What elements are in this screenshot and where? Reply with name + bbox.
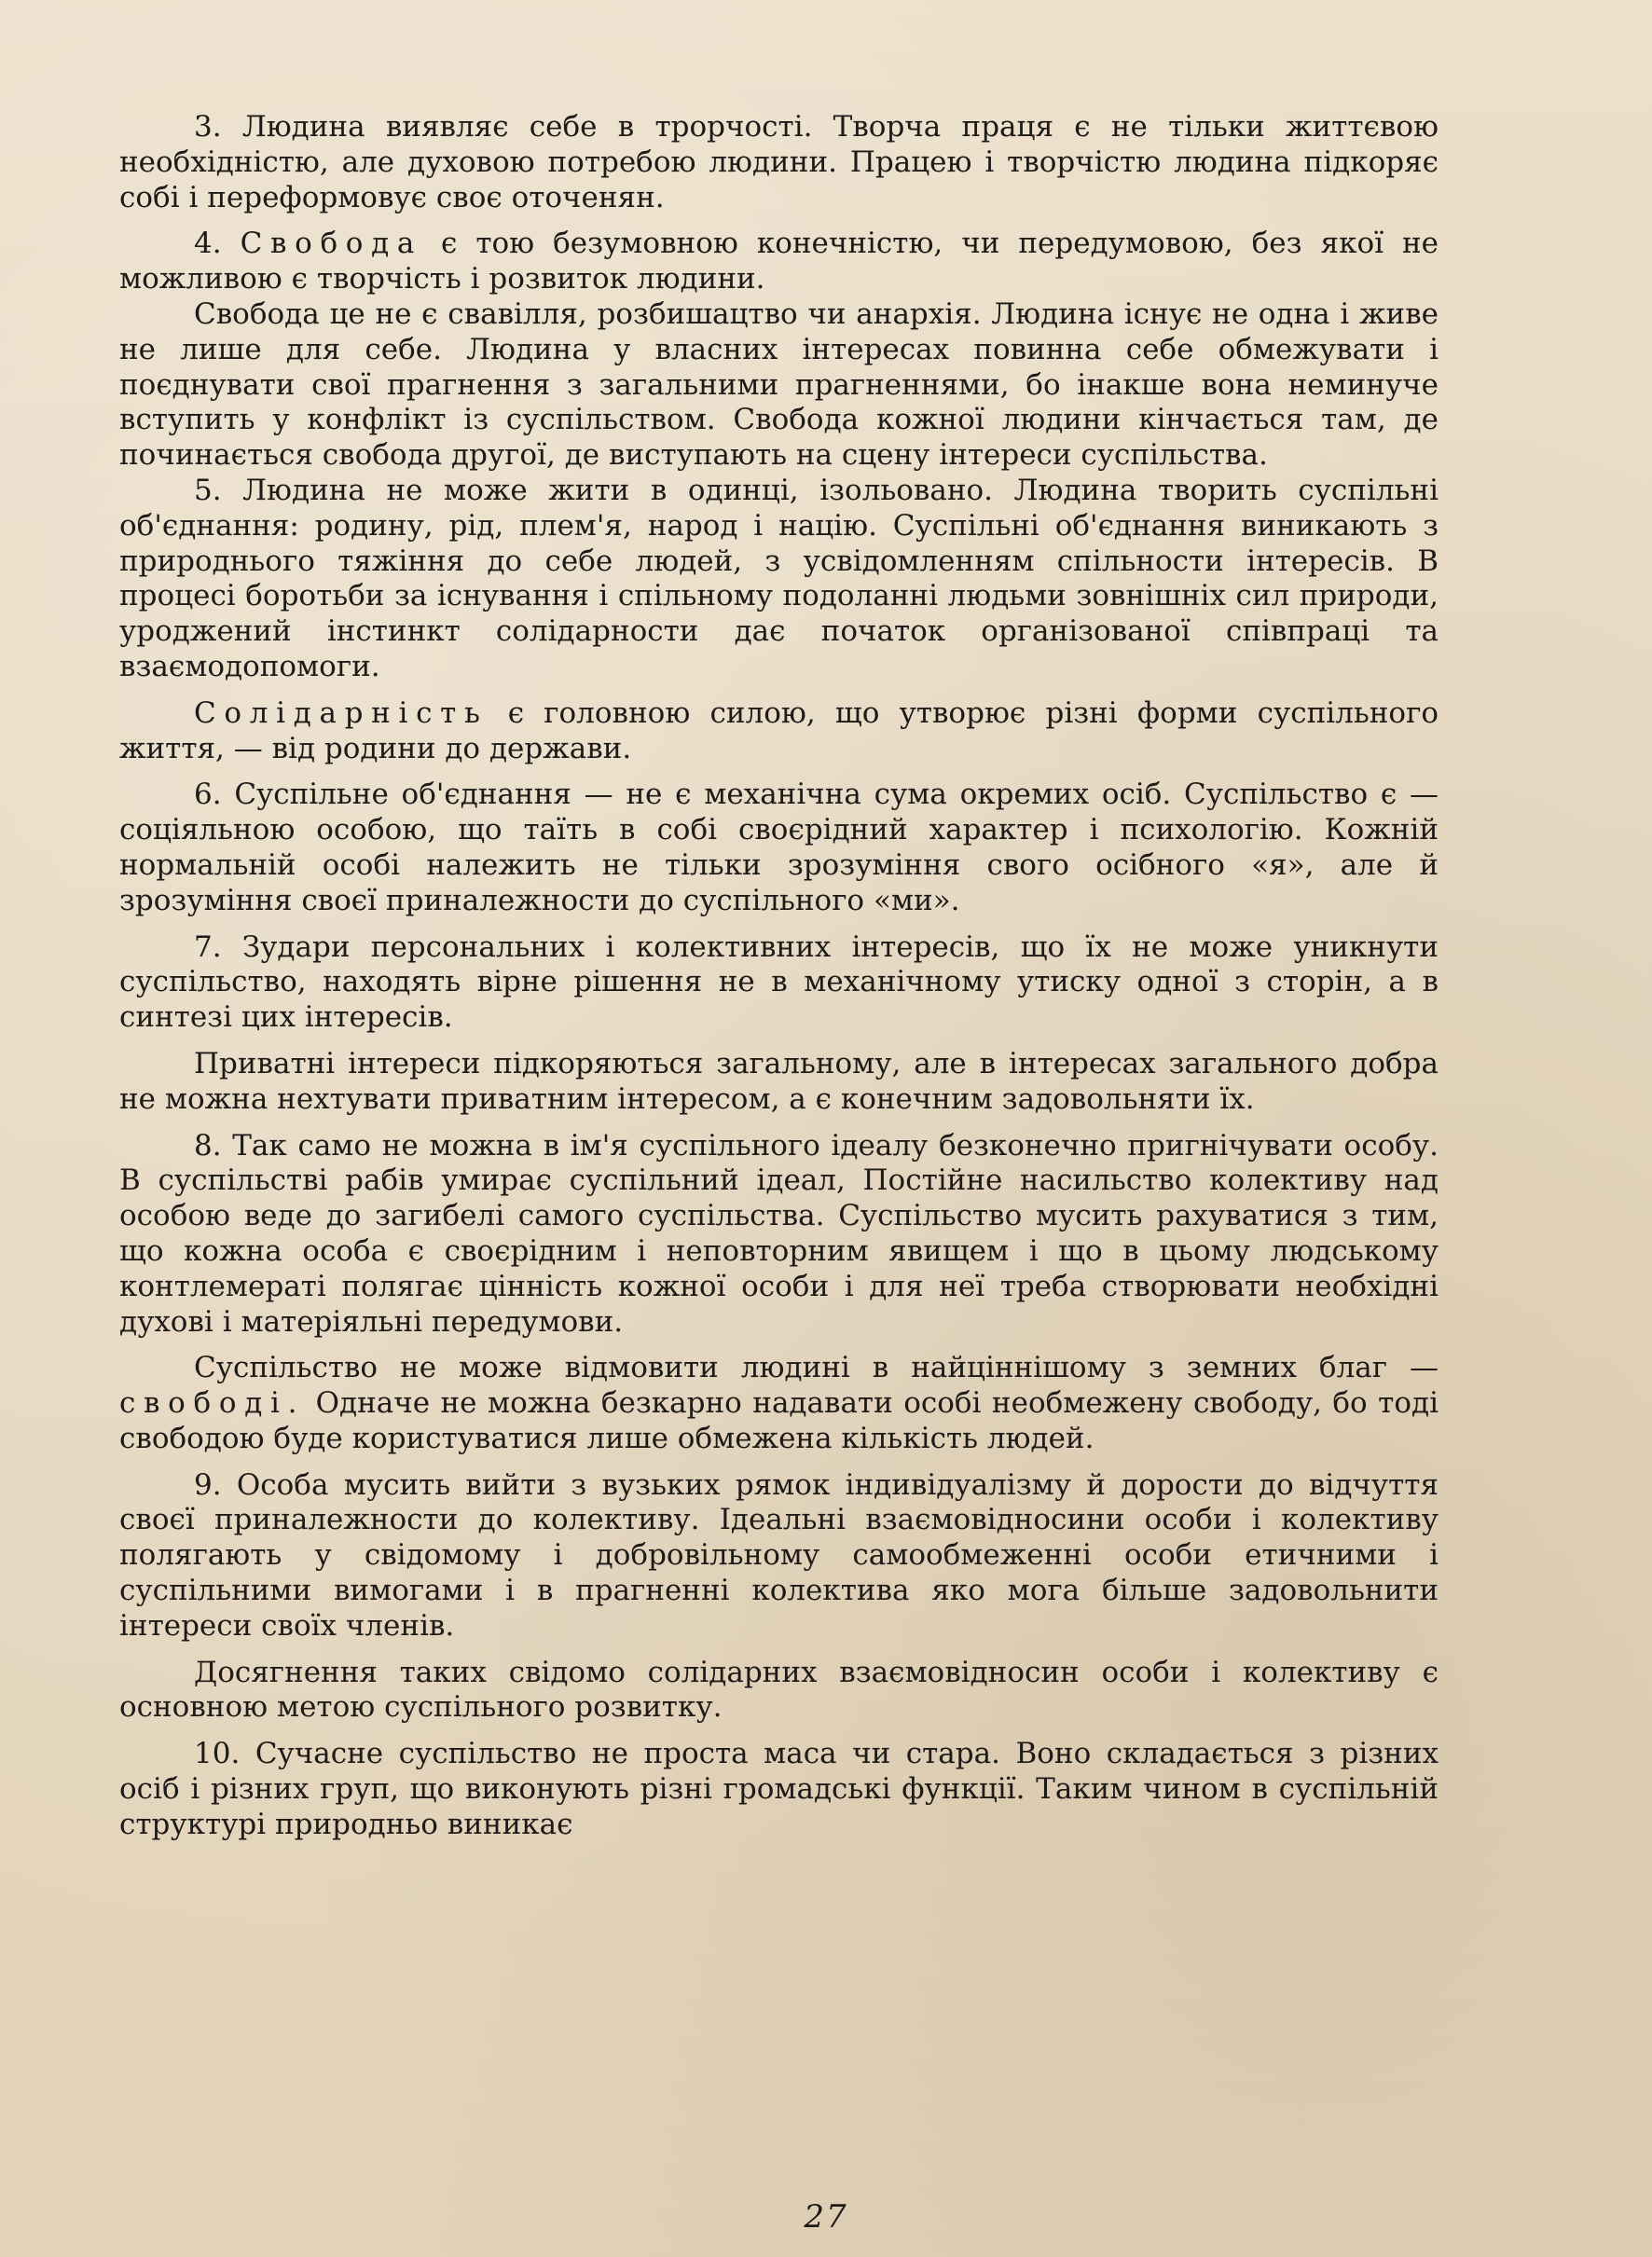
- paragraph-5: 5. Людина не може жити в одинці, ізольовано. Людина творить суспільні об'єднання: родину, рід, плем'я, народ і націю. Суспільні об'єднання виникають з природнього тяжіння до себе людей, з усвідомленням спільности інтересів. В процесі боротьби за існування і спільному подоланні людьми зовнішніх сил природи, уроджений інстинкт солідарности дає початок організованої співпраці та взаємодопомоги.: [119, 473, 1439, 683]
- paragraph-4b: Свобода це не є свавілля, розбишацтво чи анархія. Людина існує не одна і живе не лише для себе. Людина у власних інтересах повинна себе обмежувати і поєднувати свої прагнення з загальними прагненнями, бо інакше вона неминуче вступить у конфлікт із суспільством. Свобода кожної людини кінчається там, де починається свобода другої, де виступають на сцену інтереси суспільства.: [119, 296, 1439, 473]
- spaced-word-svoboda: Свобода: [240, 227, 423, 261]
- paragraph-6: 6. Суспільне об'єднання — не є механічна сума окремих осіб. Суспільство є — соціяльною особою, що таїть в собі своєрідний характер і психологію. Кожній нормальній особі належить не тільки зрозуміння свого осібного «я», але й зрозуміння своєї приналежности до суспільного «ми».: [119, 778, 1439, 917]
- paragraph-8b: [119, 1351, 1439, 1456]
- paragraph-7b: Приватні інтереси підкоряються загальному, але в інтересах загального добра не можна нехтувати приватним інтересом, а є конечним задовольняти їх.: [119, 1046, 1439, 1116]
- paragraph-9: 9. Особа мусить вийти з вузьких рямок індивідуалізму й дорости до відчуття своєї приналежности до колективу. Ідеальні взаємовідносини особи і колективу полягають у свідомому і добровільному самообмеженні особи етичними і суспільними вимогами і в прагненні колектива яко мога більше задовольнити інтереси своїх членів.: [119, 1467, 1439, 1643]
- paragraph-4-text: є тою безумовною конечністю, чи передумовою, без якої не можливою є творчість і розвиток людини.: [119, 227, 1439, 296]
- paragraph-8: 8. Так само не можна в ім'я суспільного ідеалу безконечно пригнічувати особу. В суспільстві рабів умирає суспільний ідеал, Постійне насильство колективу над особою веде до загибелі самого суспільства. Суспільство мусить рахуватися з тим, що кожна особа є своєрідним і неповторним явищем і що в цьому людському контлемераті полягає цінність кожної особи і для неї треба створювати необхідні духові і матеріяльні передумови.: [119, 1128, 1439, 1339]
- paragraph-3: 3. Людина виявляє себе в трорчості. Творча праця є не тільки життєвою необхідністю, але духовою потребою людини. Працею і творчістю людина підкоряє собі і переформовує своє оточенян.: [119, 110, 1439, 214]
- paragraph-8b-lead: Суспільство не може відмовити людині в найціннішому з земних благ —: [194, 1351, 1439, 1385]
- paragraph-10: 10. Сучасне суспільство не проста маса чи стара. Воно складається з різних осіб і різних груп, що виконують різні громадські функції. Таким чином в суспільній структурі природньо виникає: [119, 1737, 1439, 1841]
- paragraph-7: 7. Зудари персональних і колективних інтересів, що їх не може уникнути суспільство, находять вірне рішення не в механічному утиску одної з сторін, а в синтезі цих інтересів.: [119, 929, 1439, 1035]
- paragraph-9b: Досягнення таких свідомо солідарних взаємовідносин особи і колективу є основною метою суспільного розвитку.: [119, 1655, 1439, 1725]
- spaced-word-solidarnist: Солідарність: [194, 695, 489, 730]
- page-number: 27: [804, 2198, 848, 2236]
- paragraph-5b: [119, 696, 1439, 767]
- paragraph-4: [119, 227, 1439, 297]
- paragraph-5b-text: є головною силою, що утворює різні форми суспільного життя, — від родини до держави.: [119, 695, 1439, 765]
- paragraph-4-lead: 4.: [194, 227, 241, 261]
- document-body: [119, 110, 1439, 2161]
- paragraph-8b-text: Одначе не можна безкарно надавати особі необмежену свободу, бо тоді свободою буде користуватися лише обмежена кількість людей.: [119, 1386, 1439, 1455]
- spaced-word-svobodi: свободі.: [119, 1386, 306, 1421]
